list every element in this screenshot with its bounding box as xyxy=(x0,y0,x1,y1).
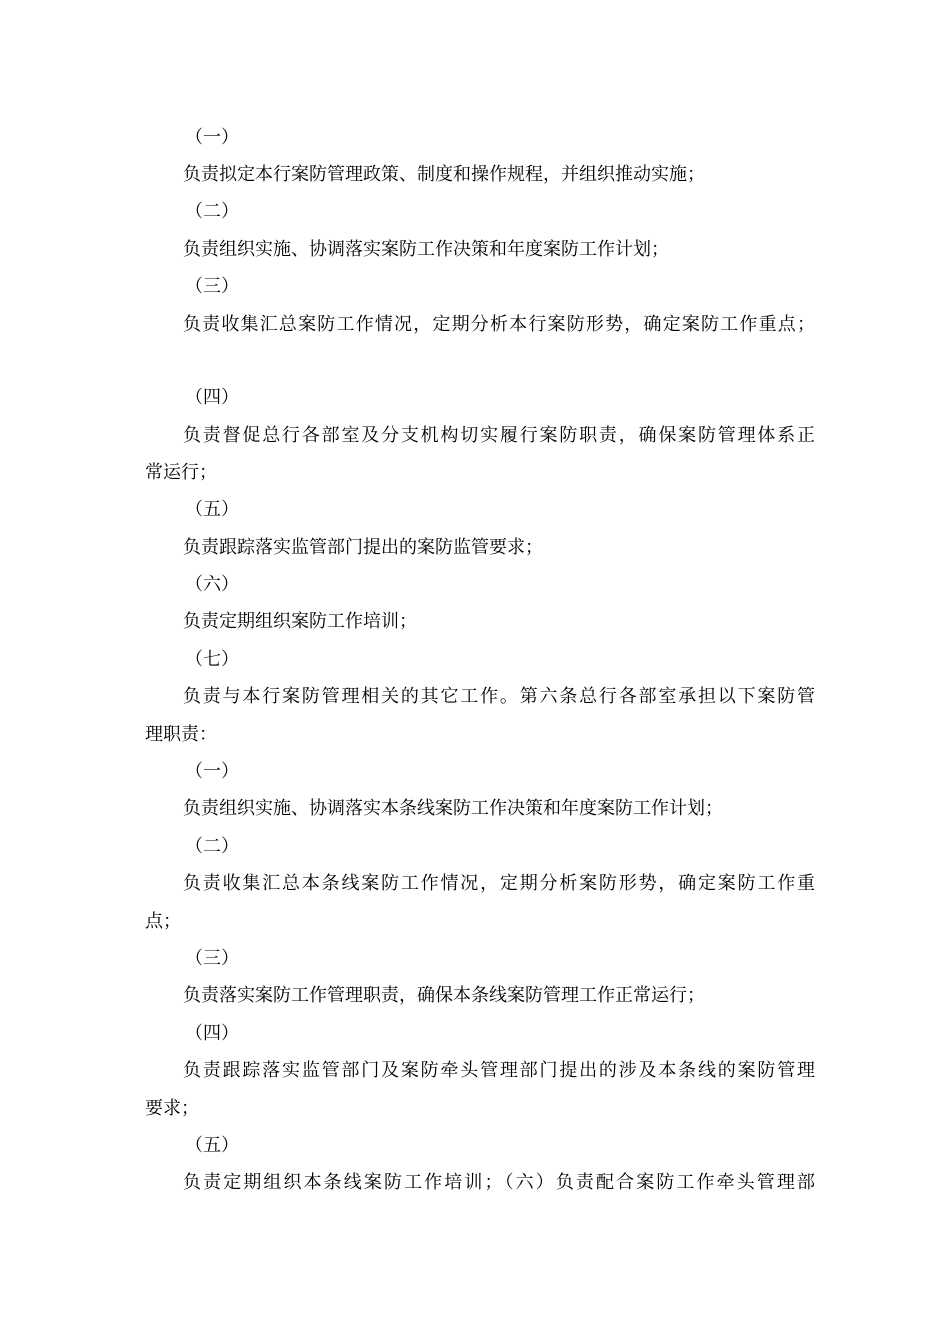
item-number: （五） xyxy=(185,499,239,520)
paragraph-line: 常运行； xyxy=(145,462,217,483)
paragraph-line: 负责拟定本行案防管理政策、制度和操作规程，并组织推动实施； xyxy=(183,164,705,185)
item-number: （五） xyxy=(185,1135,239,1156)
item-number: （二） xyxy=(185,836,239,857)
item-number: （四） xyxy=(185,387,239,408)
item-number: （一） xyxy=(185,761,239,782)
item-number: （三） xyxy=(185,276,239,297)
paragraph-line: 负责定期组织案防工作培训； xyxy=(183,611,417,632)
item-number: （六） xyxy=(185,574,239,595)
item-number: （四） xyxy=(185,1023,239,1044)
paragraph-line: 点； xyxy=(145,911,181,932)
paragraph-line: 负责跟踪落实监管部门及案防牵头管理部门提出的涉及本条线的案防管理 xyxy=(183,1060,815,1081)
paragraph-line: 负责督促总行各部室及分支机构切实履行案防职责，确保案防管理体系正 xyxy=(183,425,815,446)
paragraph-line: 理职责： xyxy=(145,724,217,745)
item-number: （一） xyxy=(185,127,239,148)
paragraph-line: 负责收集汇总案防工作情况，定期分析本行案防形势，确定案防工作重点； xyxy=(183,314,815,335)
paragraph-line: 负责定期组织本条线案防工作培训；（六）负责配合案防工作牵头管理部 xyxy=(183,1172,815,1193)
item-number: （三） xyxy=(185,948,239,969)
item-number: （七） xyxy=(185,649,239,670)
paragraph-line: 负责组织实施、协调落实本条线案防工作决策和年度案防工作计划； xyxy=(183,798,723,819)
paragraph-line: 负责组织实施、协调落实案防工作决策和年度案防工作计划； xyxy=(183,239,669,260)
paragraph-line: 负责收集汇总本条线案防工作情况，定期分析案防形势，确定案防工作重 xyxy=(183,873,815,894)
paragraph-line: 负责与本行案防管理相关的其它工作。第六条总行各部室承担以下案防管 xyxy=(183,686,815,707)
item-number: （二） xyxy=(185,201,239,222)
paragraph-line: 负责跟踪落实监管部门提出的案防监管要求； xyxy=(183,537,543,558)
paragraph-line: 负责落实案防工作管理职责，确保本条线案防管理工作正常运行； xyxy=(183,985,705,1006)
paragraph-line: 要求； xyxy=(145,1098,199,1119)
